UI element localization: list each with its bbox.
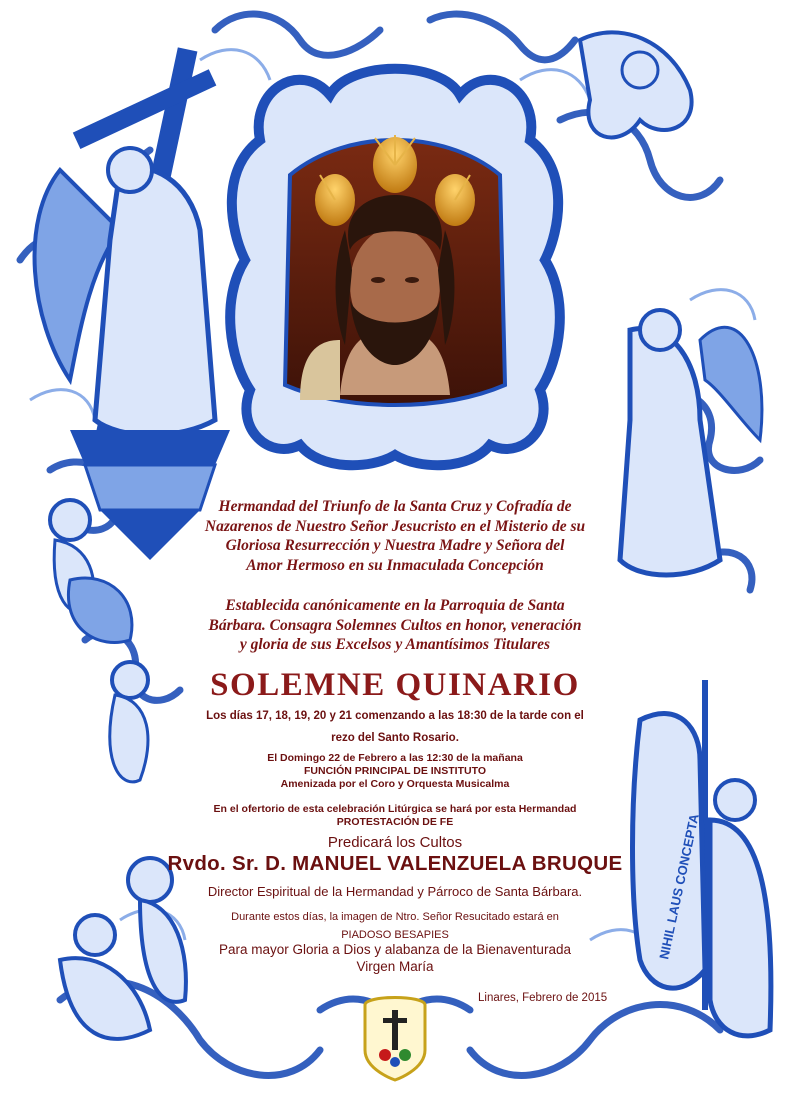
establishment-line: Bárbara. Consagra Solemnes Cultos en honor, veneración [208,616,582,634]
closing-line: Para mayor Gloria a Dios y alabanza de la Bienaventurada [219,942,571,957]
establishment-line: y gloria de sus Excelsos y Amantísimos Titulares [239,636,551,653]
intro-line: Hermandad del Triunfo de la Santa Cruz y Cofradía de [218,498,572,515]
function-title: FUNCIÓN PRINCIPAL DE INSTITUTO [303,765,486,777]
offertory-title: PROTESTACIÓN DE FE [336,816,454,828]
schedule-line: Los días 17, 18, 19, 20 y 21 comenzando a las 18:30 de la tarde con el [206,710,584,722]
preacher-title: Director Espiritual de la Hermandad y Párroco de Santa Bárbara. [207,884,583,899]
offertory-text [0,803,790,829]
besapies-line: Durante estos días, la imagen de Ntro. Señor Resucitado estará en [231,911,559,923]
sunday-line: Amenizada por el Coro y Orquesta Musicalma [280,778,510,790]
crest-icon [365,998,425,1081]
intro-line: Amor Hermoso en su Inmaculada Concepción [246,556,544,574]
sunday-text [0,752,790,791]
brotherhood-title [0,497,790,575]
schedule-text [0,708,790,746]
date-place: Linares, Febrero de 2015 [478,992,608,1004]
preacher-intro: Predicará los Cultos [327,834,463,851]
banner-text: NIHIL LAUS CONCEPTA [656,812,702,961]
besapies-title: PIADOSO BESAPIES [341,929,449,941]
sunday-line: El Domingo 22 de Febrero a las 12:30 de la mañana [267,752,523,764]
offertory-line: En el ofertorio de esta celebración Litúrgica se hará por esta Hermandad [213,803,577,815]
headline: SOLEMNE QUINARIO [210,667,580,703]
closing-text [0,941,790,975]
establishment-text [0,596,790,655]
preacher-name: Rvdo. Sr. D. MANUEL VALENZUELA BRUQUE [167,852,623,875]
establishment-line: Establecida canónicamente en la Parroquia de Santa [225,597,565,614]
schedule-line: rezo del Santo Rosario. [331,732,459,744]
intro-line: Nazarenos de Nuestro Señor Jesucristo en el Misterio de su [204,517,586,535]
intro-line: Gloriosa Resurrección y Nuestra Madre y Señora del [225,537,565,554]
besapies-text [0,910,790,943]
closing-line: Virgen María [356,959,434,974]
